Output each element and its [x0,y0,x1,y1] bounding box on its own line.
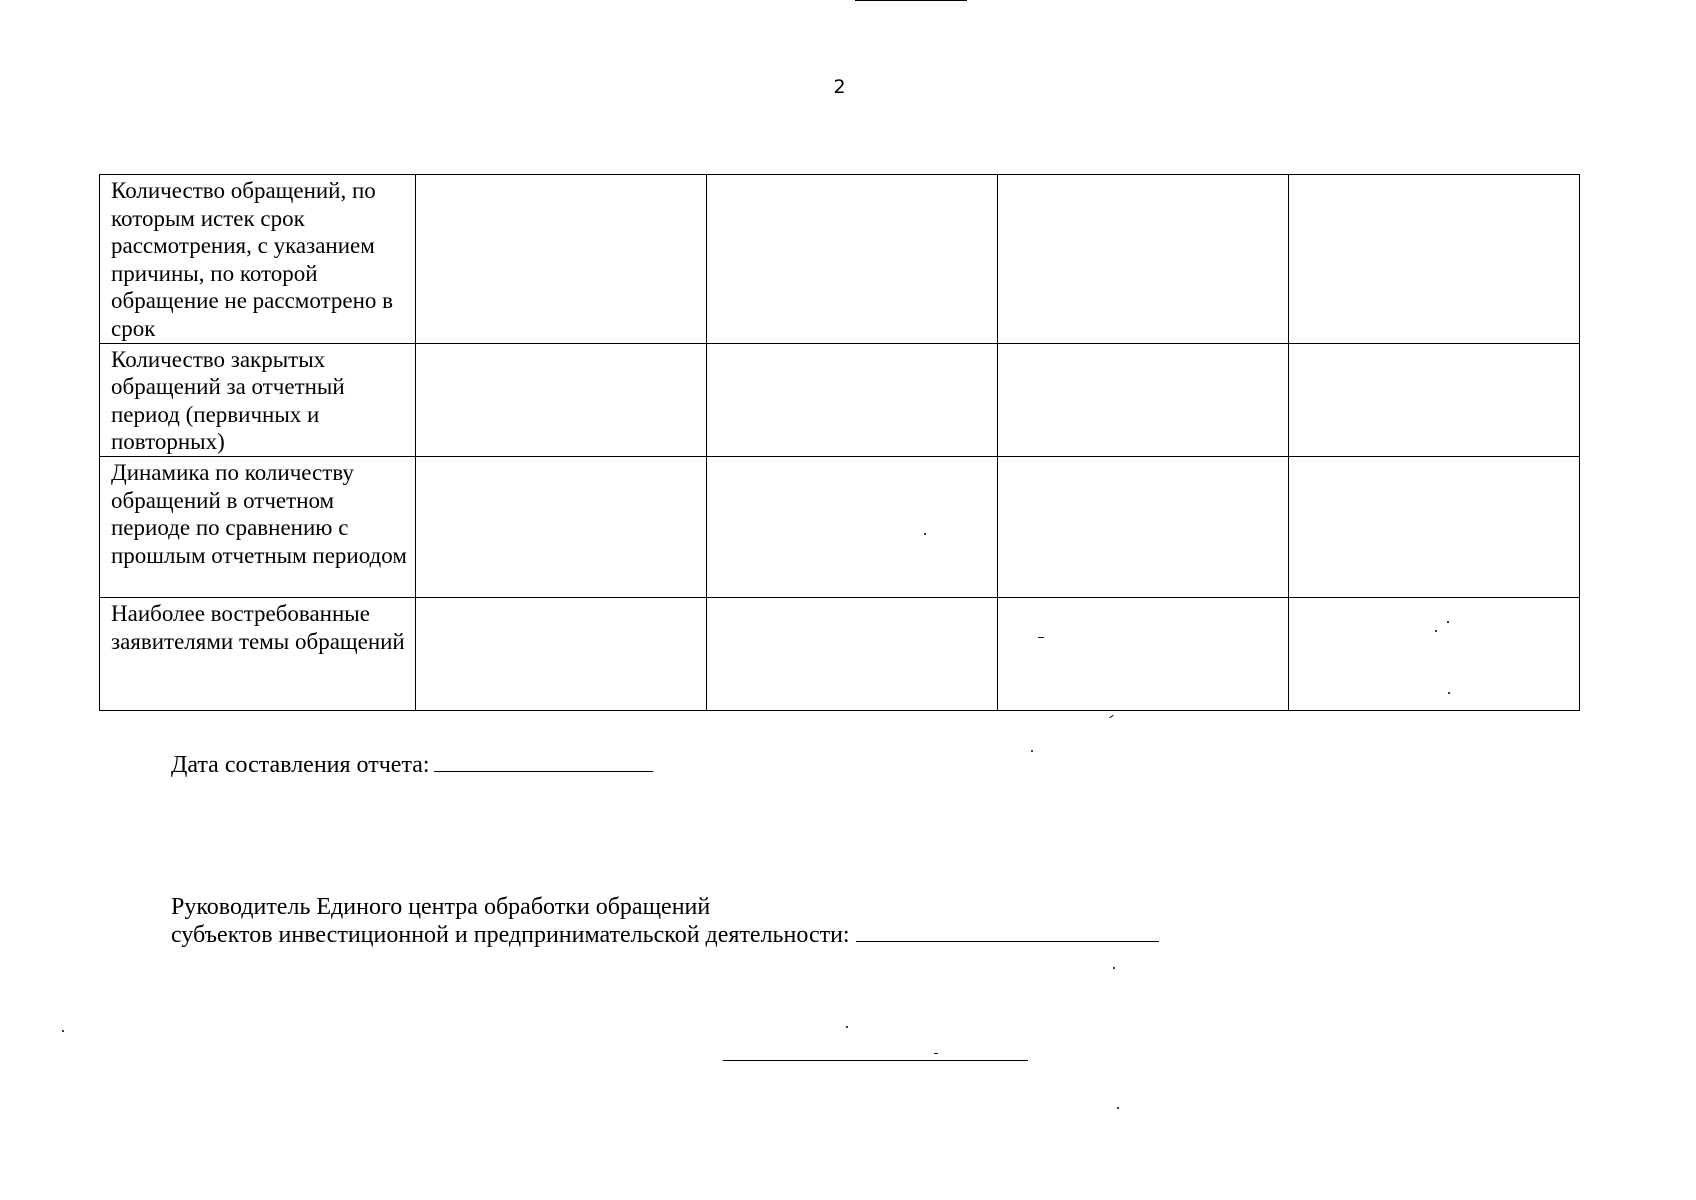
scan-speck [846,1026,848,1028]
table-row [100,456,1580,597]
report-date-line [171,752,653,779]
scan-speck [934,1053,938,1054]
table-cell [416,175,707,344]
signatory-line-2-row [171,921,1159,949]
row-label-closed: Количество закрытых обращений за отчетный период (первичных и повторных) [100,343,416,456]
table-cell [998,343,1289,456]
table-cell [707,175,998,344]
table-cell [1289,456,1580,597]
table-cell [998,175,1289,344]
row-label-overdue: Количество обращений, по которым истек срок рассмотрения, с указанием причины, по которой обращение не рассмотрено в срок [100,175,416,344]
scan-speck [1435,630,1437,632]
scan-speck [62,1030,64,1032]
table-cell [1289,343,1580,456]
signatory-block [171,893,1159,949]
scan-speck [1448,692,1450,694]
page-number: 2 [833,76,846,98]
table-row [100,343,1580,456]
table-cell [416,597,707,710]
report-date-blank [434,770,653,772]
table-row [100,597,1580,710]
table-cell [1289,597,1580,710]
row-label-dynamics: Динамика по количеству обращений в отчетном периоде по сравнению с прошлым отчетным периодом [100,456,416,597]
row-label-topics: Наиболее востребованные заявителями темы обращений [100,597,416,710]
scan-speck [1109,715,1114,719]
scan-speck [1031,750,1033,752]
report-date-label: Дата составления отчета: [171,752,430,778]
table-cell [998,456,1289,597]
table-cell [416,343,707,456]
scan-speck [1117,1107,1119,1109]
table-cell [1289,175,1580,344]
table-cell [707,597,998,710]
scan-speck [1447,621,1449,623]
table-cell [998,597,1289,710]
signatory-line-2: субъектов инвестиционной и предпринимательской деятельности: [171,922,850,948]
scan-speck [924,533,926,535]
signatory-line-1: Руководитель Единого центра обработки обращений [171,894,711,920]
table-cell [707,456,998,597]
top-rule [855,0,967,1]
scan-speck [1113,967,1115,969]
table-cell [416,456,707,597]
bottom-signature-rule [723,1060,1028,1061]
report-table [99,174,1580,711]
signature-blank [856,940,1159,942]
table-cell [707,343,998,456]
table-row [100,175,1580,344]
scan-speck [1038,637,1044,638]
